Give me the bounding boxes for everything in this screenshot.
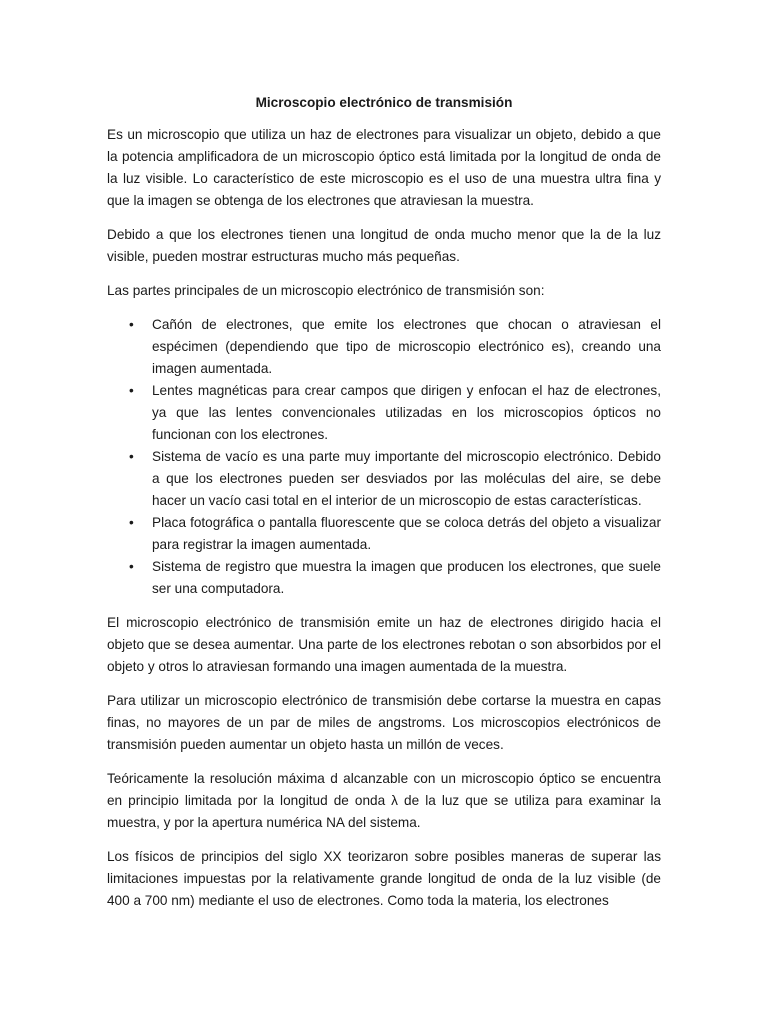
list-item [107,446,661,512]
beam-paragraph: El microscopio electrónico de transmisión emite un haz de electrones dirigido hacia el objeto que se desea aumentar. Una parte de los electrones rebotan o son absorbidos por el objeto y otros lo atraviesan formando una imagen aumentada de la muestra. [107,615,661,674]
list-item-text: Cañón de electrones, que emite los electrones que chocan o atraviesan el espécimen (dependiendo que tipo de microscopio electrónico es), creando una imagen aumentada. [152,317,661,376]
history-paragraph: Los físicos de principios del siglo XX teorizaron sobre posibles maneras de superar las limitaciones impuestas por la relativamente grande longitud de onda de la luz visible (de 400 a 700 nm) mediante el uso de electrones. Como toda la materia, los electrones [107,849,661,908]
bullet-icon: • [129,383,134,398]
sample-paragraph: Para utilizar un microscopio electrónico de transmisión debe cortarse la muestra en capas finas, no mayores de un par de miles de angstroms. Los microscopios electrónicos de transmisión pueden aumentar un objeto hasta un millón de veces. [107,693,661,752]
wavelength-paragraph: Debido a que los electrones tienen una longitud de onda mucho menor que la de la luz visible, pueden mostrar estructuras mucho más pequeñas. [107,227,661,264]
document-title: Microscopio electrónico de transmisión [255,95,513,110]
list-item-text: Lentes magnéticas para crear campos que dirigen y enfocan el haz de electrones, ya que las lentes convencionales utilizadas en los microscopios ópticos no funcionan con los electrones. [152,383,661,442]
bullet-icon: • [129,317,134,332]
bullet-icon: • [129,515,134,530]
list-item [107,512,661,556]
list-item-text: Placa fotográfica o pantalla fluorescente que se coloca detrás del objeto a visualizar para registrar la imagen aumentada. [152,515,661,552]
intro-paragraph: Es un microscopio que utiliza un haz de electrones para visualizar un objeto, debido a que la potencia amplificadora de un microscopio óptico está limitada por la longitud de onda de la luz visible. Lo característico de este microscopio es el uso de una muestra ultra fina y que la imagen se obtenga de los electrones que atraviesan la muestra. [107,127,661,208]
bullet-icon: • [129,449,134,464]
list-item [107,314,661,380]
bullet-icon: • [129,559,134,574]
resolution-paragraph: Teóricamente la resolución máxima d alcanzable con un microscopio óptico se encuentra en principio limitada por la longitud de onda λ de la luz que se utiliza para examinar la muestra, y por la apertura numérica NA del sistema. [107,771,661,830]
list-item [107,380,661,446]
list-item-text: Sistema de vacío es una parte muy importante del microscopio electrónico. Debido a que los electrones pueden ser desviados por las moléculas del aire, se debe hacer un vacío casi total en el interior de un microscopio de estas características. [152,449,661,508]
document-page [107,92,661,924]
parts-intro-paragraph: Las partes principales de un microscopio electrónico de transmisión son: [107,283,545,298]
list-item [107,556,661,600]
parts-list [107,314,661,600]
list-item-text: Sistema de registro que muestra la imagen que producen los electrones, que suele ser una computadora. [152,559,661,596]
